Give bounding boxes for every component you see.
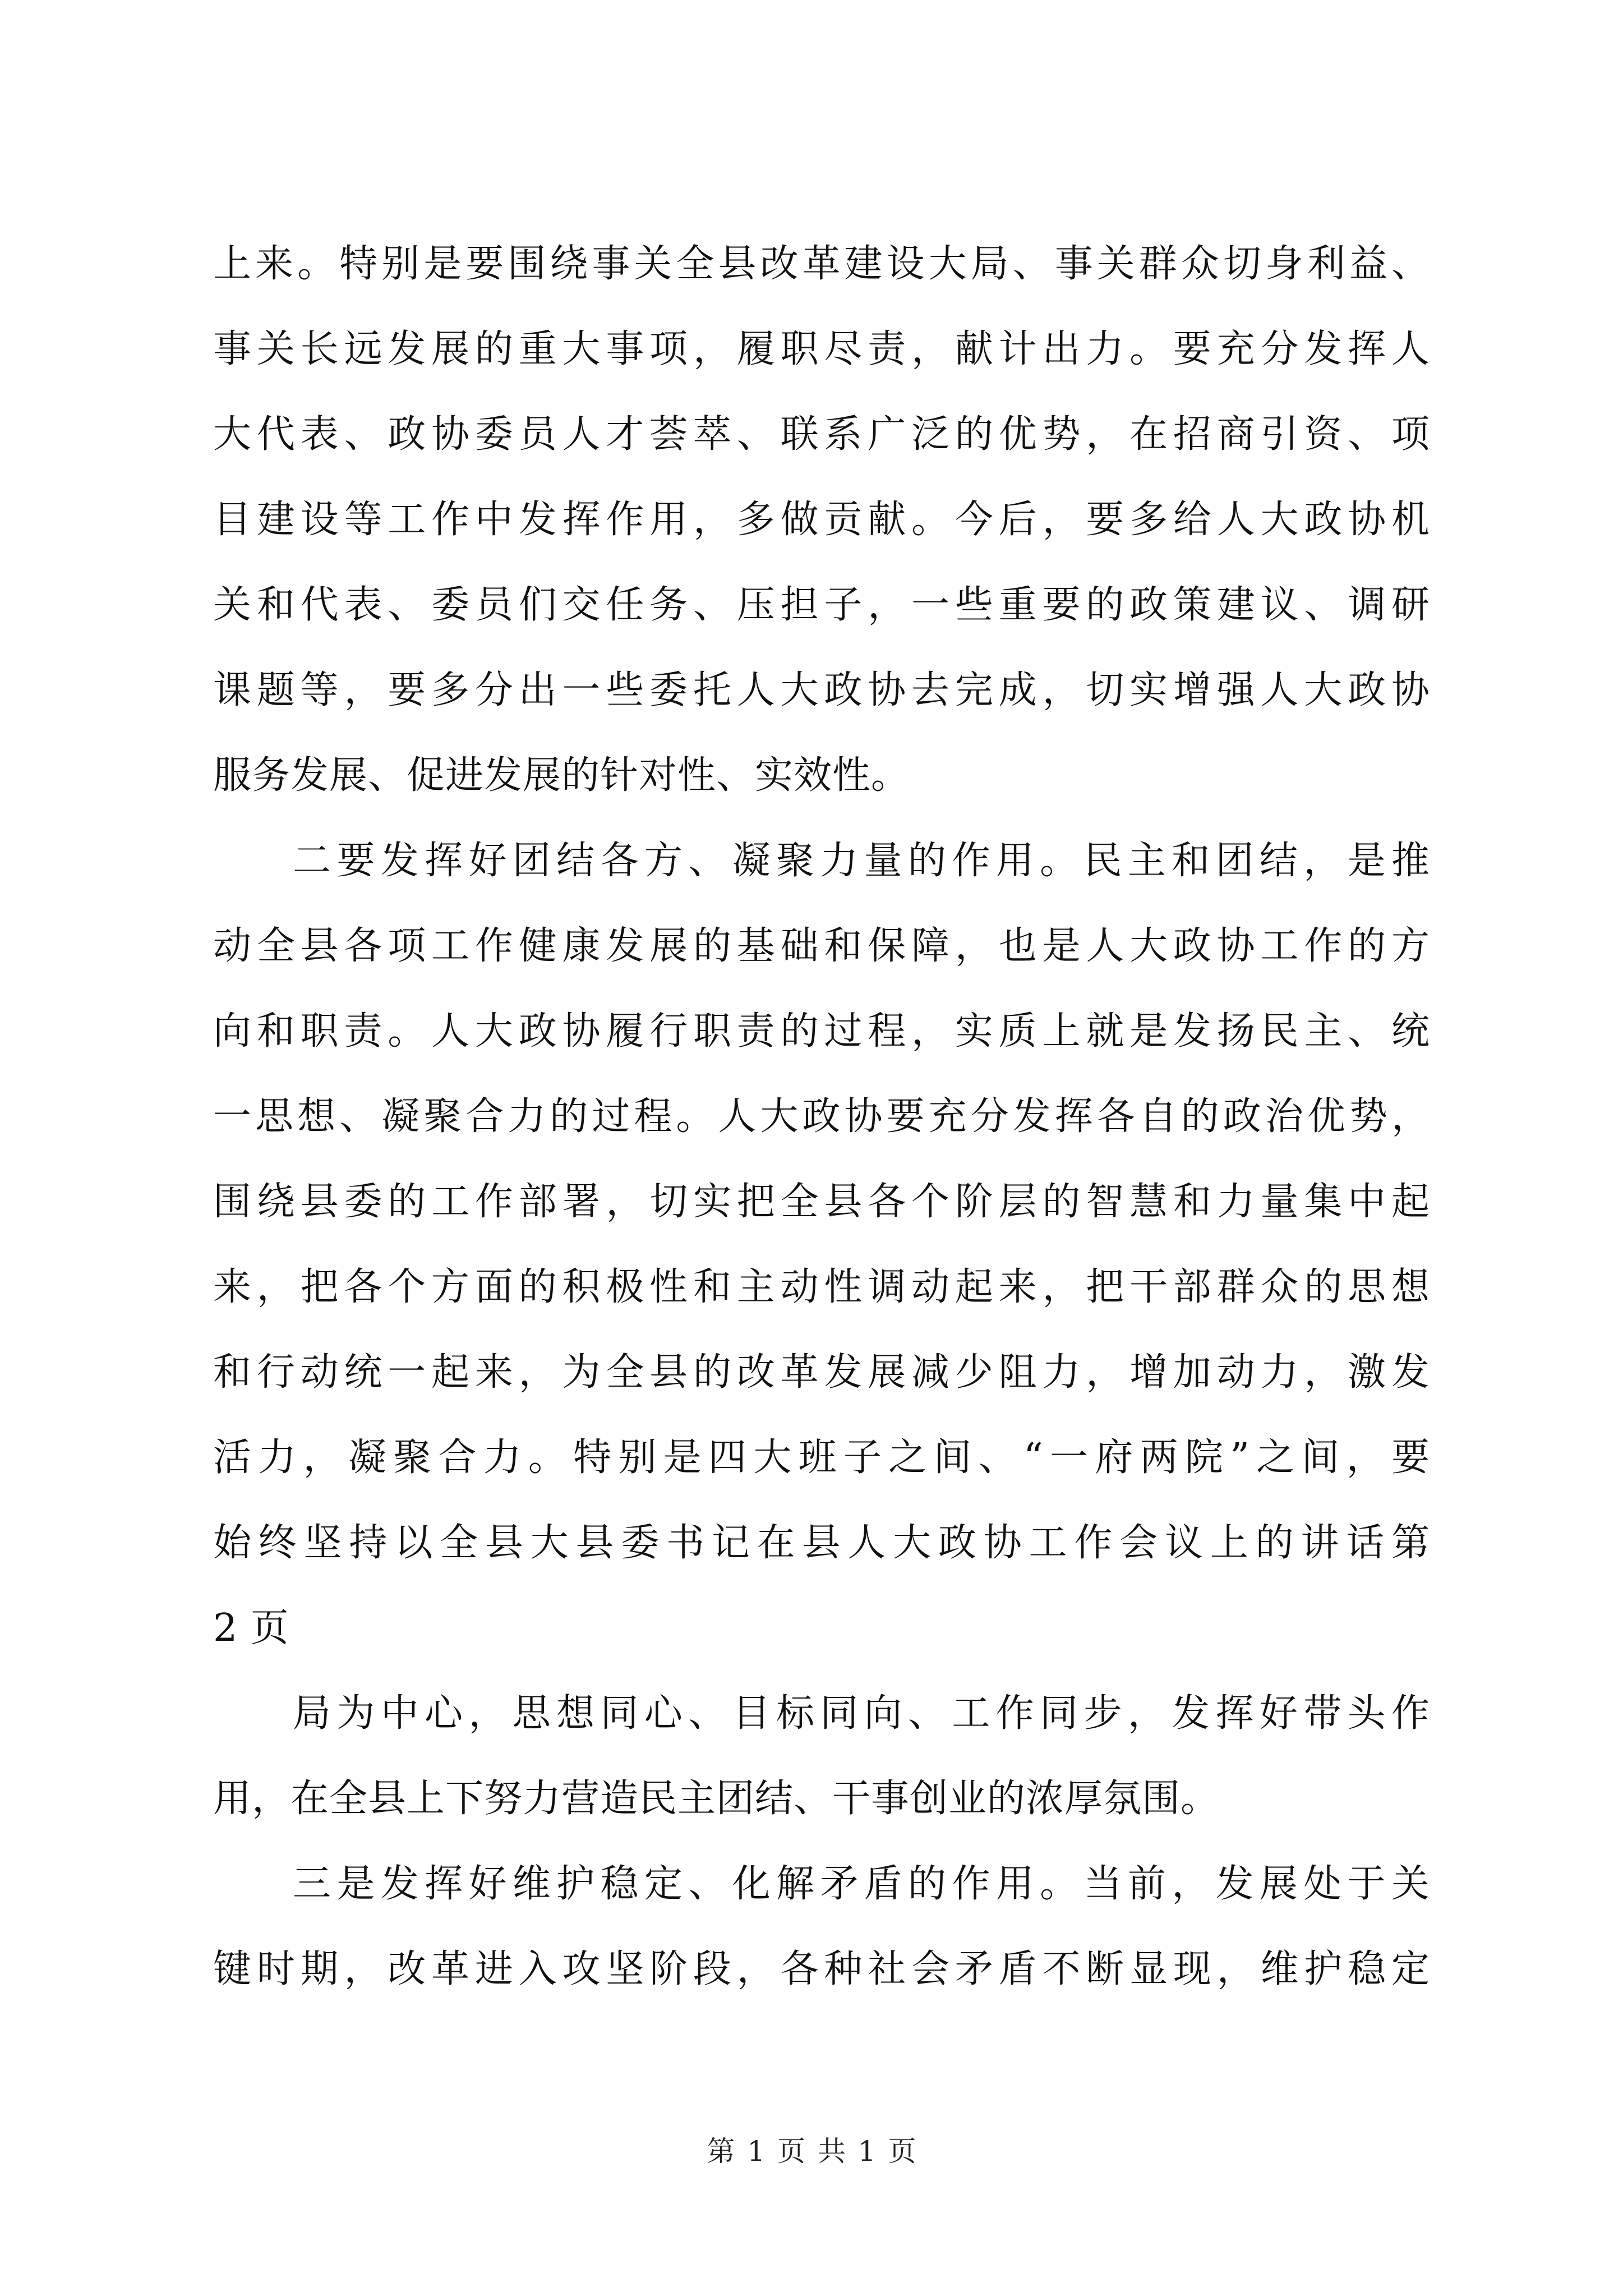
page-footer: 第 1 页 共 1 页: [707, 2135, 916, 2168]
text-line: 围绕县委的工作部署，切实把全县各个阶层的智慧和力量集中起: [213, 1180, 1430, 1224]
paragraph-start-line: 二要发挥好团结各方、凝聚力量的作用。民主和团结，是推: [293, 839, 1430, 883]
text-line: 大代表、政协委员人才荟萃、联系广泛的优势，在招商引资、项: [213, 412, 1430, 457]
text-line: 活力，凝聚合力。特别是四大班子之间、“一府两院”之间，要: [213, 1435, 1430, 1480]
text-line: 服务发展、促进发展的针对性、实效性。: [213, 753, 910, 798]
text-line: 课题等，要多分出一些委托人大政协去完成，切实增强人大政协: [213, 668, 1430, 712]
text-line: 上来。特别是要围绕事关全县改革建设大局、事关群众切身利益、: [213, 242, 1430, 286]
text-line: 事关长远发展的重大事项，履职尽责，献计出力。要充分发挥人: [213, 327, 1430, 371]
text-line: 键时期，改革进入攻坚阶段，各种社会矛盾不断显现，维护稳定: [213, 1947, 1430, 1991]
text-line: 用，在全县上下努力营造民主团结、干事创业的浓厚氛围。: [213, 1777, 1220, 1821]
paragraph-start-line: 三是发挥好维护稳定、化解矛盾的作用。当前，发展处于关: [293, 1862, 1430, 1906]
text-line: 目建设等工作中发挥作用，多做贡献。今后，要多给人大政协机: [213, 498, 1430, 542]
paragraph-start-line: 局为中心，思想同心、目标同向、工作同步，发挥好带头作: [293, 1691, 1430, 1736]
text-line: 动全县各项工作健康发展的基础和保障，也是人大政协工作的方: [213, 924, 1430, 968]
text-line: 一思想、凝聚合力的过程。人大政协要充分发挥各自的政治优势，: [213, 1094, 1430, 1139]
text-line: 关和代表、委员们交任务、压担子，一些重要的政策建议、调研: [213, 583, 1430, 627]
body-text: [213, 222, 1430, 2012]
text-line: 始终坚持以全县大县委书记在县人大政协工作会议上的讲话第: [213, 1521, 1430, 1565]
inline-page-marker: 2 页: [213, 1606, 289, 1650]
text-line: 和行动统一起来，为全县的改革发展减少阻力，增加动力，激发: [213, 1350, 1430, 1395]
text-line: 来，把各个方面的积极性和主动性调动起来，把干部群众的思想: [213, 1265, 1430, 1309]
text-line: 向和职责。人大政协履行职责的过程，实质上就是发扬民主、统: [213, 1009, 1430, 1053]
